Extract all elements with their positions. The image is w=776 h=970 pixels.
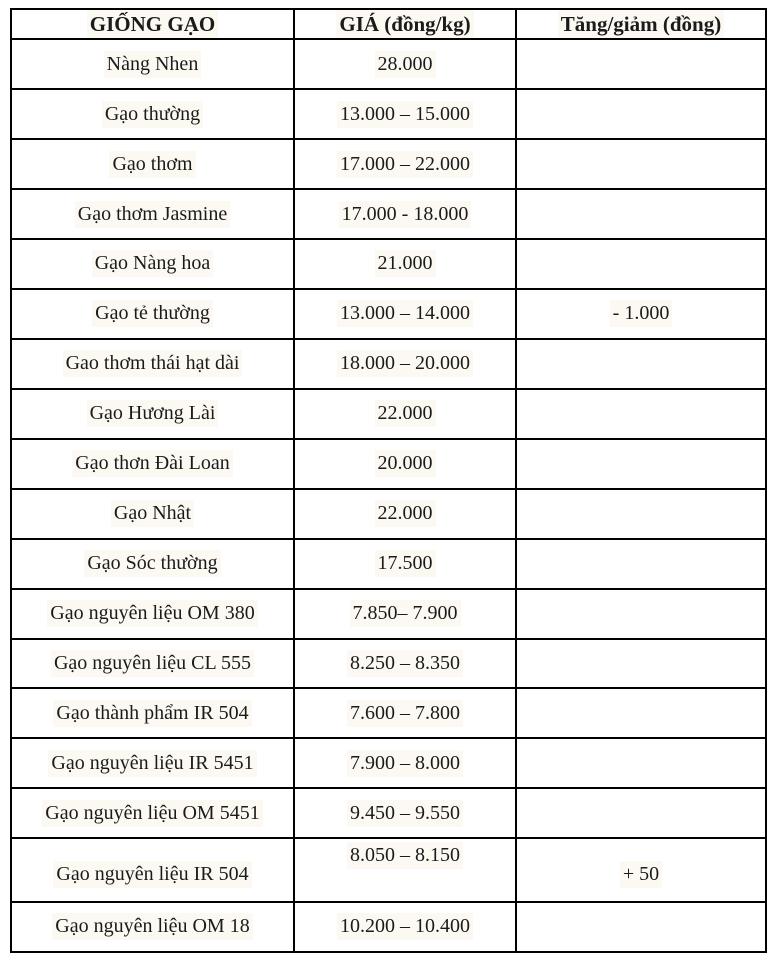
cell-variety xyxy=(11,339,294,389)
table-row xyxy=(11,139,766,189)
cell-price-text: 7.850– 7.900 xyxy=(350,600,461,627)
cell-change xyxy=(516,439,766,489)
cell-change xyxy=(516,788,766,838)
cell-price xyxy=(294,89,516,139)
cell-variety xyxy=(11,489,294,539)
cell-change-text: - 1.000 xyxy=(610,300,673,327)
cell-price xyxy=(294,39,516,89)
cell-variety-text: Gạo thường xyxy=(102,101,203,128)
cell-variety-text: Gạo nguyên liệu OM 380 xyxy=(47,600,257,627)
cell-price xyxy=(294,389,516,439)
cell-variety xyxy=(11,539,294,589)
cell-price-text: 17.500 xyxy=(375,550,436,577)
table-row xyxy=(11,189,766,239)
cell-price xyxy=(294,189,516,239)
column-header-change xyxy=(516,9,766,39)
table-row xyxy=(11,902,766,952)
cell-change xyxy=(516,738,766,788)
cell-change xyxy=(516,902,766,952)
table-row xyxy=(11,439,766,489)
cell-price xyxy=(294,589,516,639)
rice-price-table xyxy=(10,8,767,953)
cell-variety-text: Gạo nguyên liệu OM 5451 xyxy=(42,800,262,827)
column-header-variety xyxy=(11,9,294,39)
cell-variety xyxy=(11,389,294,439)
cell-variety xyxy=(11,289,294,339)
column-header-variety-label: GIỐNG GẠO xyxy=(87,10,218,38)
cell-variety-text: Gạo thơm xyxy=(109,151,195,178)
cell-variety-text: Gạo nguyên liệu OM 18 xyxy=(52,913,252,940)
table-row xyxy=(11,639,766,689)
table-row xyxy=(11,589,766,639)
cell-change xyxy=(516,639,766,689)
cell-variety xyxy=(11,39,294,89)
cell-change xyxy=(516,289,766,339)
cell-variety xyxy=(11,639,294,689)
cell-variety xyxy=(11,738,294,788)
cell-change xyxy=(516,838,766,902)
cell-price-text: 7.900 – 8.000 xyxy=(347,750,463,777)
table-row xyxy=(11,39,766,89)
cell-price xyxy=(294,688,516,738)
cell-variety xyxy=(11,838,294,902)
table-row xyxy=(11,838,766,902)
cell-variety xyxy=(11,439,294,489)
table-row xyxy=(11,788,766,838)
cell-price xyxy=(294,738,516,788)
cell-price xyxy=(294,339,516,389)
table-row xyxy=(11,389,766,439)
cell-price-text: 17.000 - 18.000 xyxy=(339,201,472,228)
cell-variety xyxy=(11,589,294,639)
cell-price xyxy=(294,539,516,589)
cell-change xyxy=(516,688,766,738)
cell-variety-text: Gạo thơn Đài Loan xyxy=(72,450,232,477)
cell-price-text: 13.000 – 15.000 xyxy=(337,101,473,128)
table-row xyxy=(11,239,766,289)
cell-variety-text: Gạo Sóc thường xyxy=(84,550,220,577)
table-row xyxy=(11,738,766,788)
cell-change xyxy=(516,539,766,589)
cell-price-text: 18.000 – 20.000 xyxy=(337,350,473,377)
cell-change xyxy=(516,89,766,139)
cell-price-text: 9.450 – 9.550 xyxy=(347,800,463,827)
table-header xyxy=(11,9,766,39)
cell-variety-text: Gạo tẻ thường xyxy=(92,300,213,327)
cell-change-text: + 50 xyxy=(620,861,662,888)
cell-change xyxy=(516,339,766,389)
cell-change xyxy=(516,489,766,539)
table-row xyxy=(11,339,766,389)
cell-price-text: 17.000 – 22.000 xyxy=(337,151,473,178)
cell-variety xyxy=(11,239,294,289)
cell-variety-text: Gạo nguyên liệu IR 5451 xyxy=(48,750,256,777)
cell-price xyxy=(294,289,516,339)
cell-variety xyxy=(11,688,294,738)
cell-variety-text: Nàng Nhen xyxy=(104,51,202,78)
table-row xyxy=(11,539,766,589)
column-header-change-label: Tăng/giảm (đồng) xyxy=(558,10,724,38)
cell-change xyxy=(516,189,766,239)
cell-price xyxy=(294,239,516,289)
cell-price xyxy=(294,838,516,902)
cell-change xyxy=(516,389,766,439)
cell-price xyxy=(294,489,516,539)
cell-change xyxy=(516,239,766,289)
cell-variety-text: Gạo Hương Lài xyxy=(87,400,219,427)
cell-variety-text: Gạo thơm Jasmine xyxy=(75,201,230,228)
cell-price-text: 8.250 – 8.350 xyxy=(347,650,463,677)
cell-price-text: 8.050 – 8.150 xyxy=(347,842,463,869)
cell-variety xyxy=(11,788,294,838)
cell-price xyxy=(294,639,516,689)
cell-price-text: 10.200 – 10.400 xyxy=(337,913,473,940)
cell-variety xyxy=(11,89,294,139)
cell-variety xyxy=(11,189,294,239)
cell-change xyxy=(516,589,766,639)
cell-price-text: 22.000 xyxy=(375,500,436,527)
cell-variety-text: Gạo Nhật xyxy=(111,500,194,527)
header-row xyxy=(11,9,766,39)
table-row xyxy=(11,89,766,139)
table-row xyxy=(11,489,766,539)
cell-price xyxy=(294,139,516,189)
cell-price xyxy=(294,902,516,952)
table-row xyxy=(11,289,766,339)
cell-variety-text: Gạo Nàng hoa xyxy=(92,250,214,277)
cell-price xyxy=(294,439,516,489)
cell-price-text: 7.600 – 7.800 xyxy=(347,700,463,727)
column-header-price-label: GIÁ (đồng/kg) xyxy=(336,10,473,38)
cell-price xyxy=(294,788,516,838)
table-body xyxy=(11,39,766,952)
cell-variety xyxy=(11,902,294,952)
cell-variety-text: Gạo nguyên liệu IR 504 xyxy=(53,861,251,888)
cell-change xyxy=(516,139,766,189)
cell-variety-text: Gạo thành phẩm IR 504 xyxy=(53,700,251,727)
column-header-price xyxy=(294,9,516,39)
cell-change xyxy=(516,39,766,89)
cell-variety xyxy=(11,139,294,189)
cell-variety-text: Gạo nguyên liệu CL 555 xyxy=(51,650,254,677)
cell-price-text: 13.000 – 14.000 xyxy=(337,300,473,327)
cell-price-text: 20.000 xyxy=(375,450,436,477)
cell-price-text: 21.000 xyxy=(375,250,436,277)
cell-price-text: 28.000 xyxy=(375,51,436,78)
cell-price-text: 22.000 xyxy=(375,400,436,427)
cell-variety-text: Gao thơm thái hạt dài xyxy=(63,350,243,377)
table-row xyxy=(11,688,766,738)
